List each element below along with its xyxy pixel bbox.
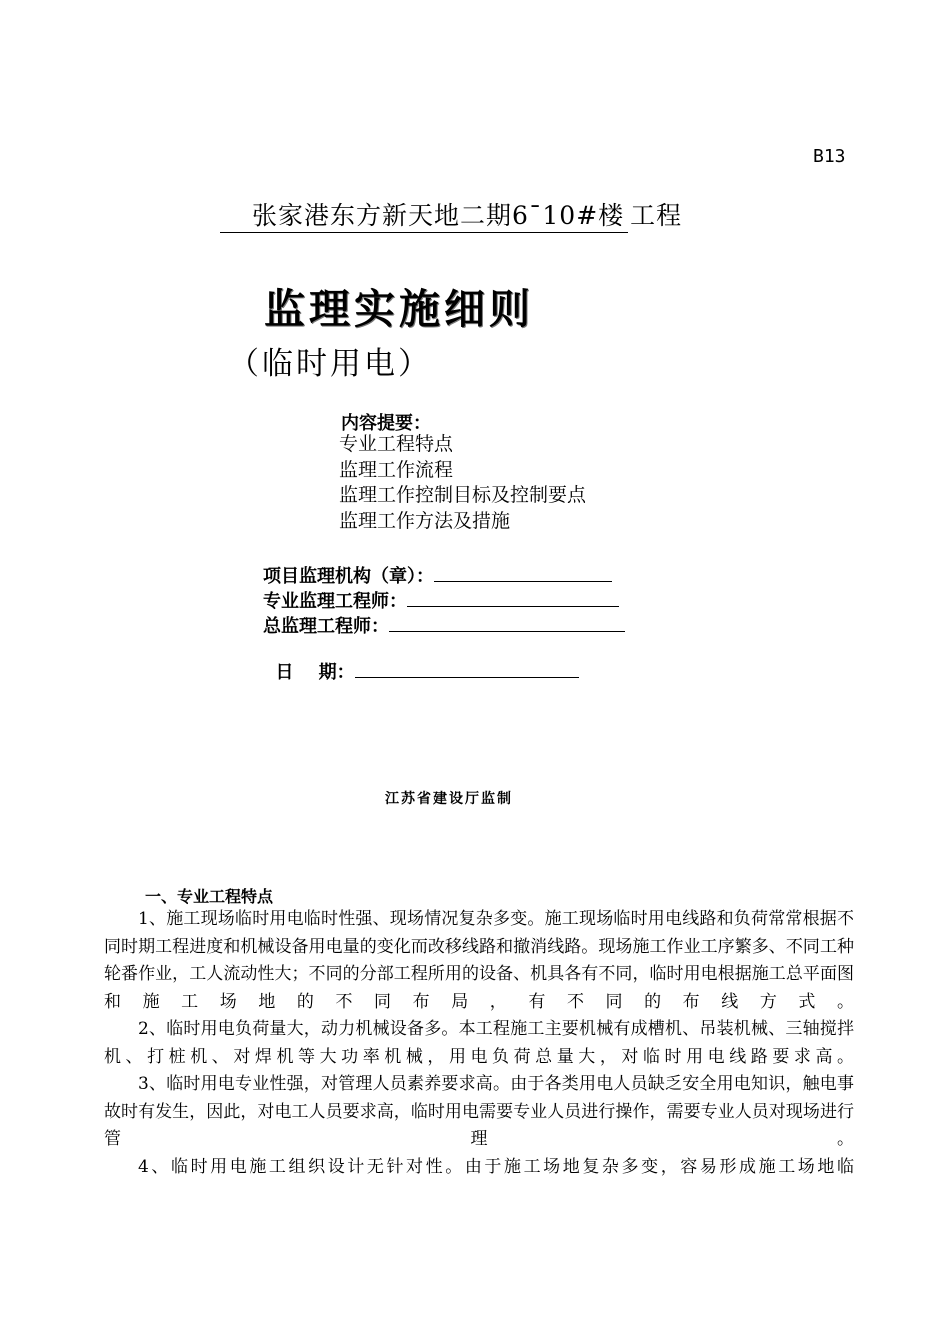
main-title: 监理实施细则 <box>264 285 534 333</box>
toc-item: 监理工作方法及措施 <box>339 509 511 532</box>
paragraph: 4、临时用电施工组织设计无针对性。由于施工场地复杂多变，容易形成施工场地临 <box>138 1156 854 1177</box>
toc-list <box>339 432 586 534</box>
sign-field-label: 总监理工程师： <box>263 616 389 637</box>
sign-field-label: 专业监理工程师： <box>263 591 407 612</box>
paragraph: 2、临时用电负荷量大，动力机械设备多。本工程施工主要机械有成槽机、吊装机械、三轴搅拌机、打桩机、对焊机等大功率机械，用电负荷总量大，对临时用电线路要求高。 <box>104 1019 854 1067</box>
toc-item: 监理工作流程 <box>339 458 454 481</box>
section-body <box>104 906 854 1181</box>
signature-blank <box>355 659 579 678</box>
toc-item: 专业工程特点 <box>339 433 454 455</box>
paragraph: 3、临时用电专业性强，对管理人员素养要求高。由于各类用电人员缺乏安全用电知识，触电事故时有发生，因此，对电工人员要求高，临时用电需要专业人员进行操作，需要专业人员对现场进行管理。 <box>104 1074 854 1149</box>
signature-blank <box>407 588 619 607</box>
sign-field-chief <box>263 612 625 638</box>
project-title-line <box>220 196 682 232</box>
signature-blank <box>389 613 625 632</box>
signature-blank <box>434 563 612 582</box>
sign-field-label: 日 期： <box>275 662 355 683</box>
sign-field-specialist <box>263 587 619 613</box>
sign-field-date <box>263 637 579 684</box>
sign-field-agency <box>263 562 612 588</box>
toc-heading: 内容提要： <box>341 413 431 434</box>
project-name: 张家港东方新天地二期6¯10#楼 <box>220 201 628 233</box>
issuer-line: 江苏省建设厅监制 <box>385 791 513 807</box>
subtitle: （临时用电） <box>228 346 432 382</box>
project-suffix: 工程 <box>630 201 683 230</box>
sign-field-label: 项目监理机构（章）： <box>263 566 434 587</box>
toc-item: 监理工作控制目标及控制要点 <box>339 484 587 506</box>
section-heading: 一、专业工程特点 <box>145 887 274 906</box>
paragraph: 1、施工现场临时用电临时性强、现场情况复杂多变。施工现场临时用电线路和负荷常常根据不同时期工程进度和机械设备用电量的变化而改移线路和撤消线路。现场施工作业工序繁多、不同工种轮番作业，工人流动性大；不同的分部工程所用的设备、机具各有不同，临时用电根据施工总平面图和施工场地的不同布局，有不同的布线方式。 <box>104 909 854 1012</box>
document-code: B13 <box>813 146 846 167</box>
